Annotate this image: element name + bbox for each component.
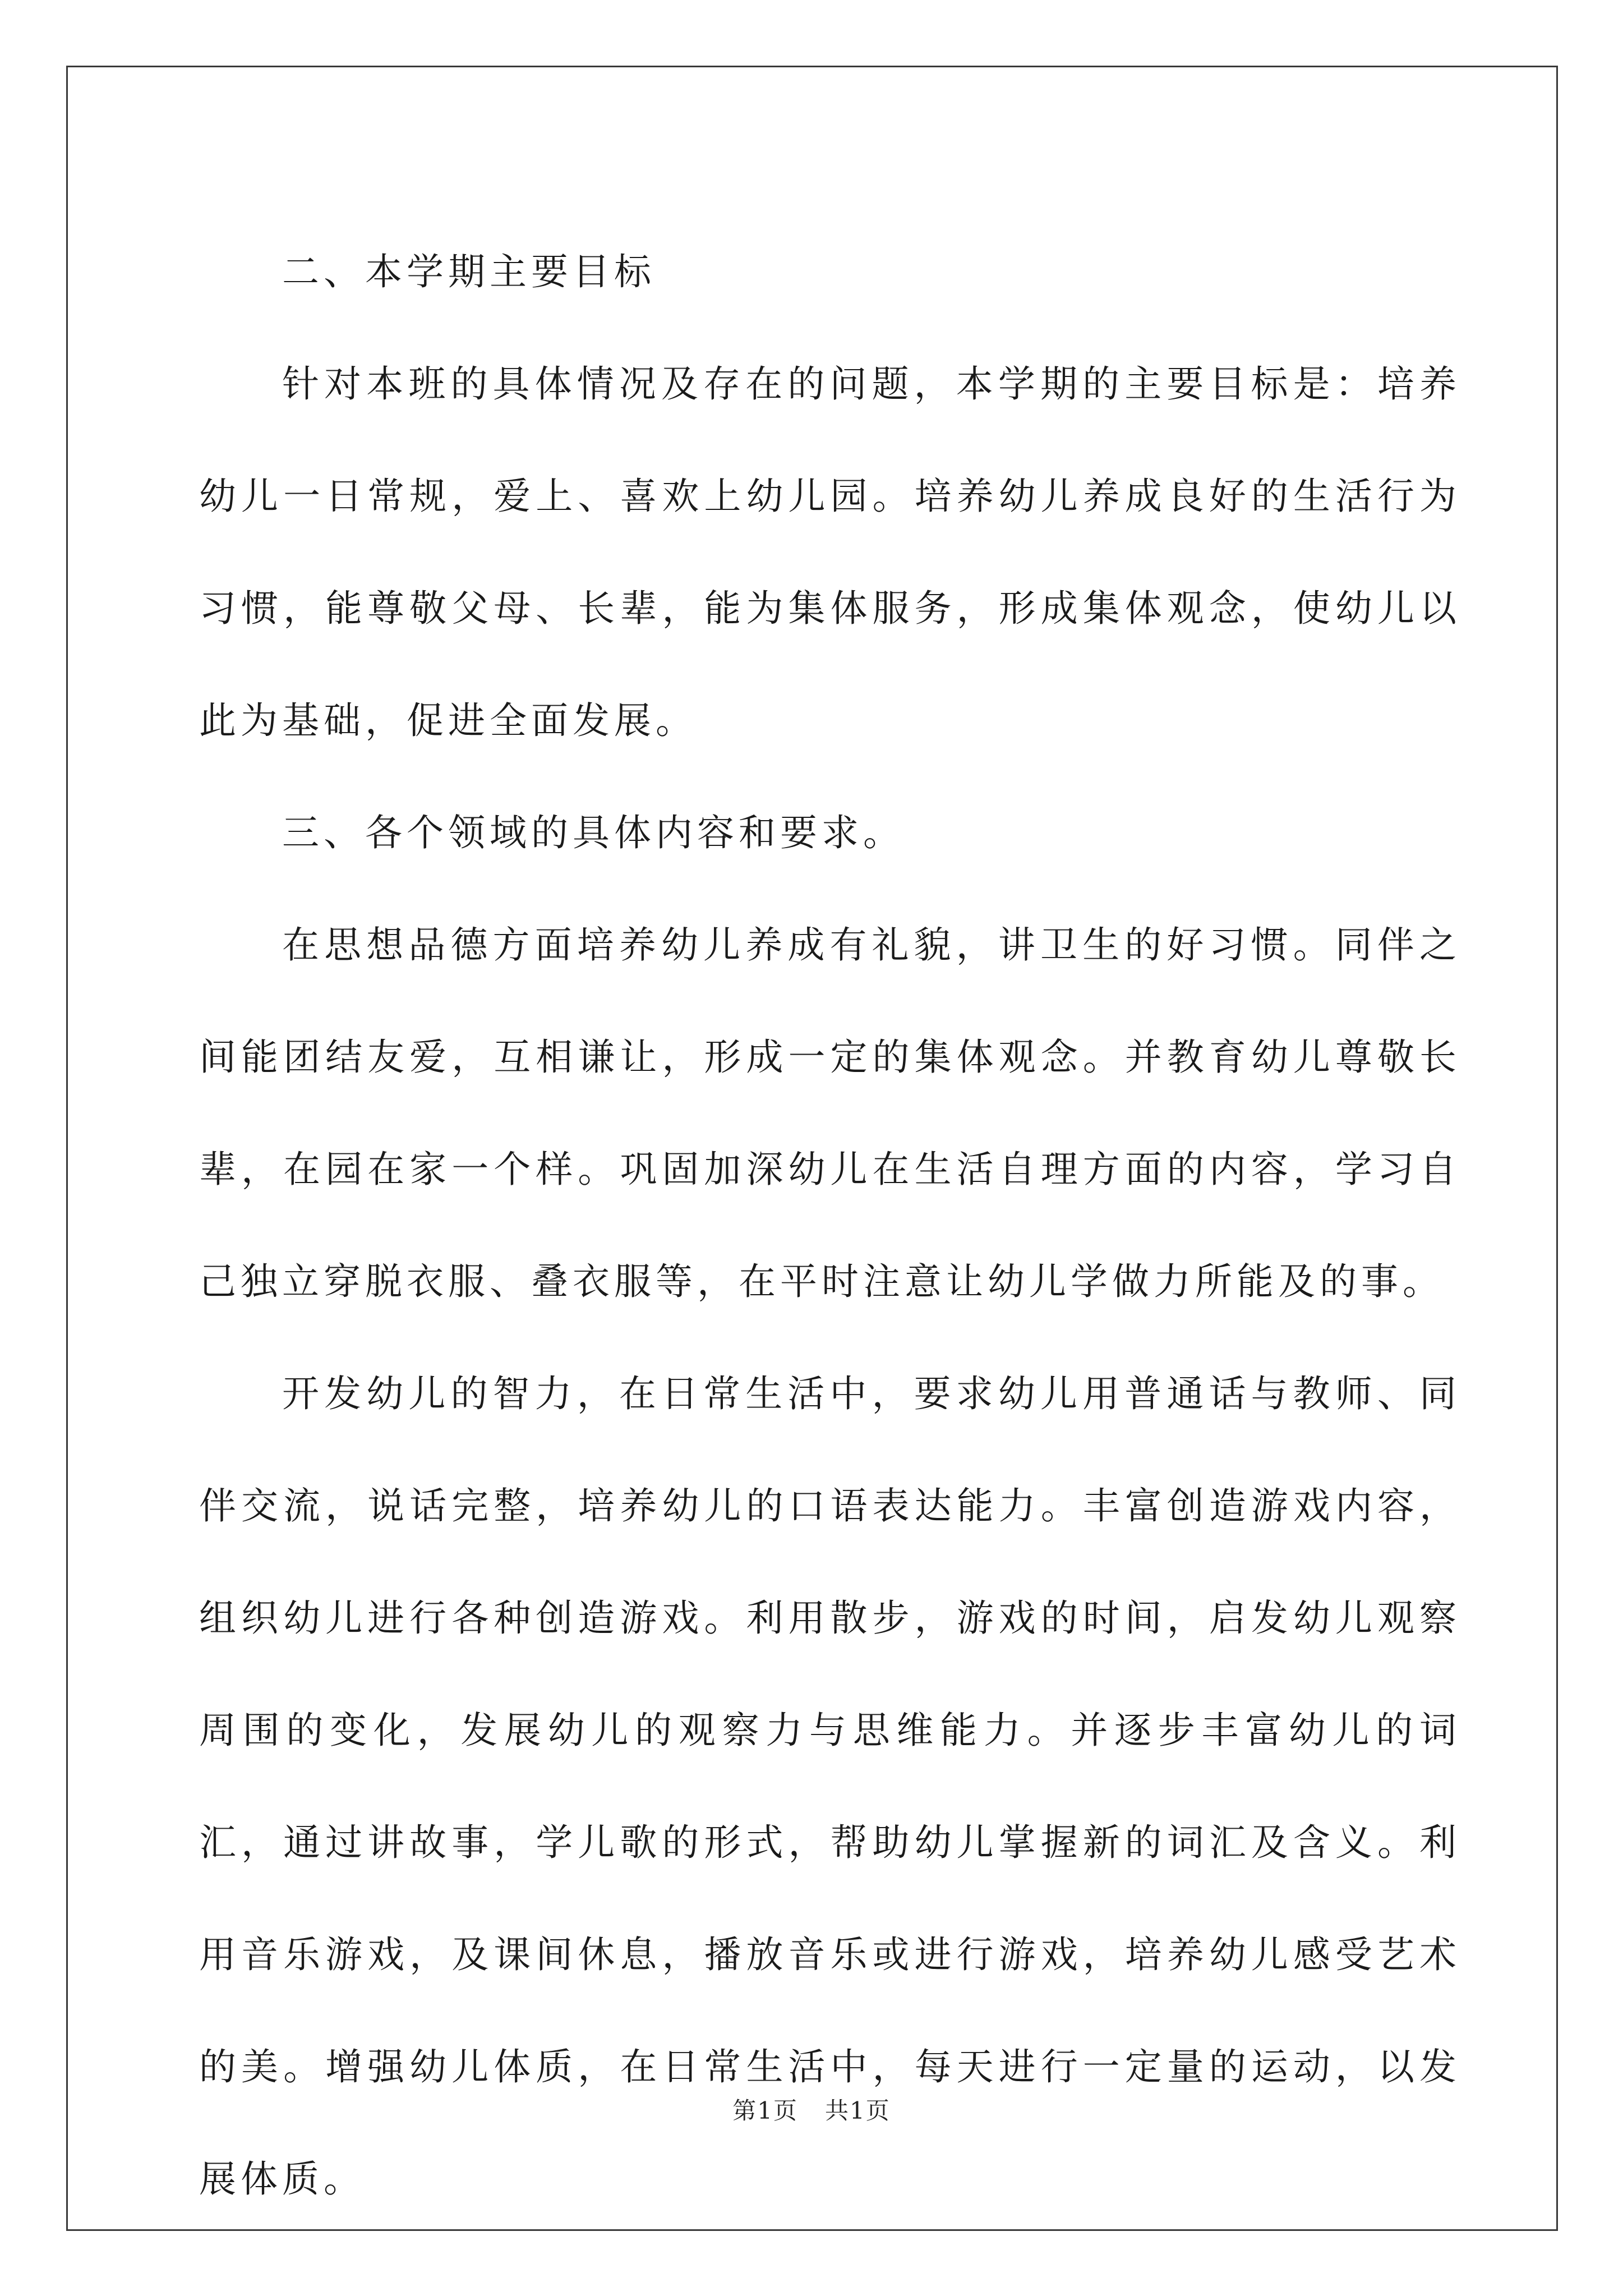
paragraph-moral-education: 在思想品德方面培养幼儿养成有礼貌，讲卫生的好习惯。同伴之间能团结友爱，互相谦让，形成一定的集体观念。并教育幼儿尊敬长辈，在园在家一个样。巩固加深幼儿在生活自理方面的内容，学习自己独立穿脱衣服、叠衣服等，在平时注意让幼儿学做力所能及的事。 — [199, 923, 1461, 1303]
document-body — [199, 216, 1461, 2235]
page-number-total: 共1页 — [825, 2097, 891, 2124]
page-footer — [0, 2092, 1623, 2126]
section-heading-domains: 三、各个领域的具体内容和要求。 — [282, 811, 905, 854]
page-number-current: 第1页 — [732, 2097, 798, 2124]
section-heading-goals: 二、本学期主要目标 — [282, 250, 656, 293]
paragraph-intelligence: 开发幼儿的智力，在日常生活中，要求幼儿用普通话与教师、同伴交流，说话完整，培养幼儿的口语表达能力。丰富创造游戏内容，组织幼儿进行各种创造游戏。利用散步，游戏的时间，启发幼儿观察周围的变化，发展幼儿的观察力与思维能力。并逐步丰富幼儿的词汇，通过讲故事，学儿歌的形式，帮助幼儿掌握新的词汇及含义。利用音乐游戏，及课间休息，播放音乐或进行游戏，培养幼儿感受艺术的美。增强幼儿体质，在日常生活中，每天进行一定量的运动，以发展体质。 — [199, 1372, 1461, 2201]
paragraph-goals: 针对本班的具体情况及存在的问题，本学期的主要目标是：培养幼儿一日常规，爱上、喜欢上幼儿园。培养幼儿养成良好的生活行为习惯，能尊敬父母、长辈，能为集体服务，形成集体观念，使幼儿以此为基础，促进全面发展。 — [199, 362, 1461, 742]
